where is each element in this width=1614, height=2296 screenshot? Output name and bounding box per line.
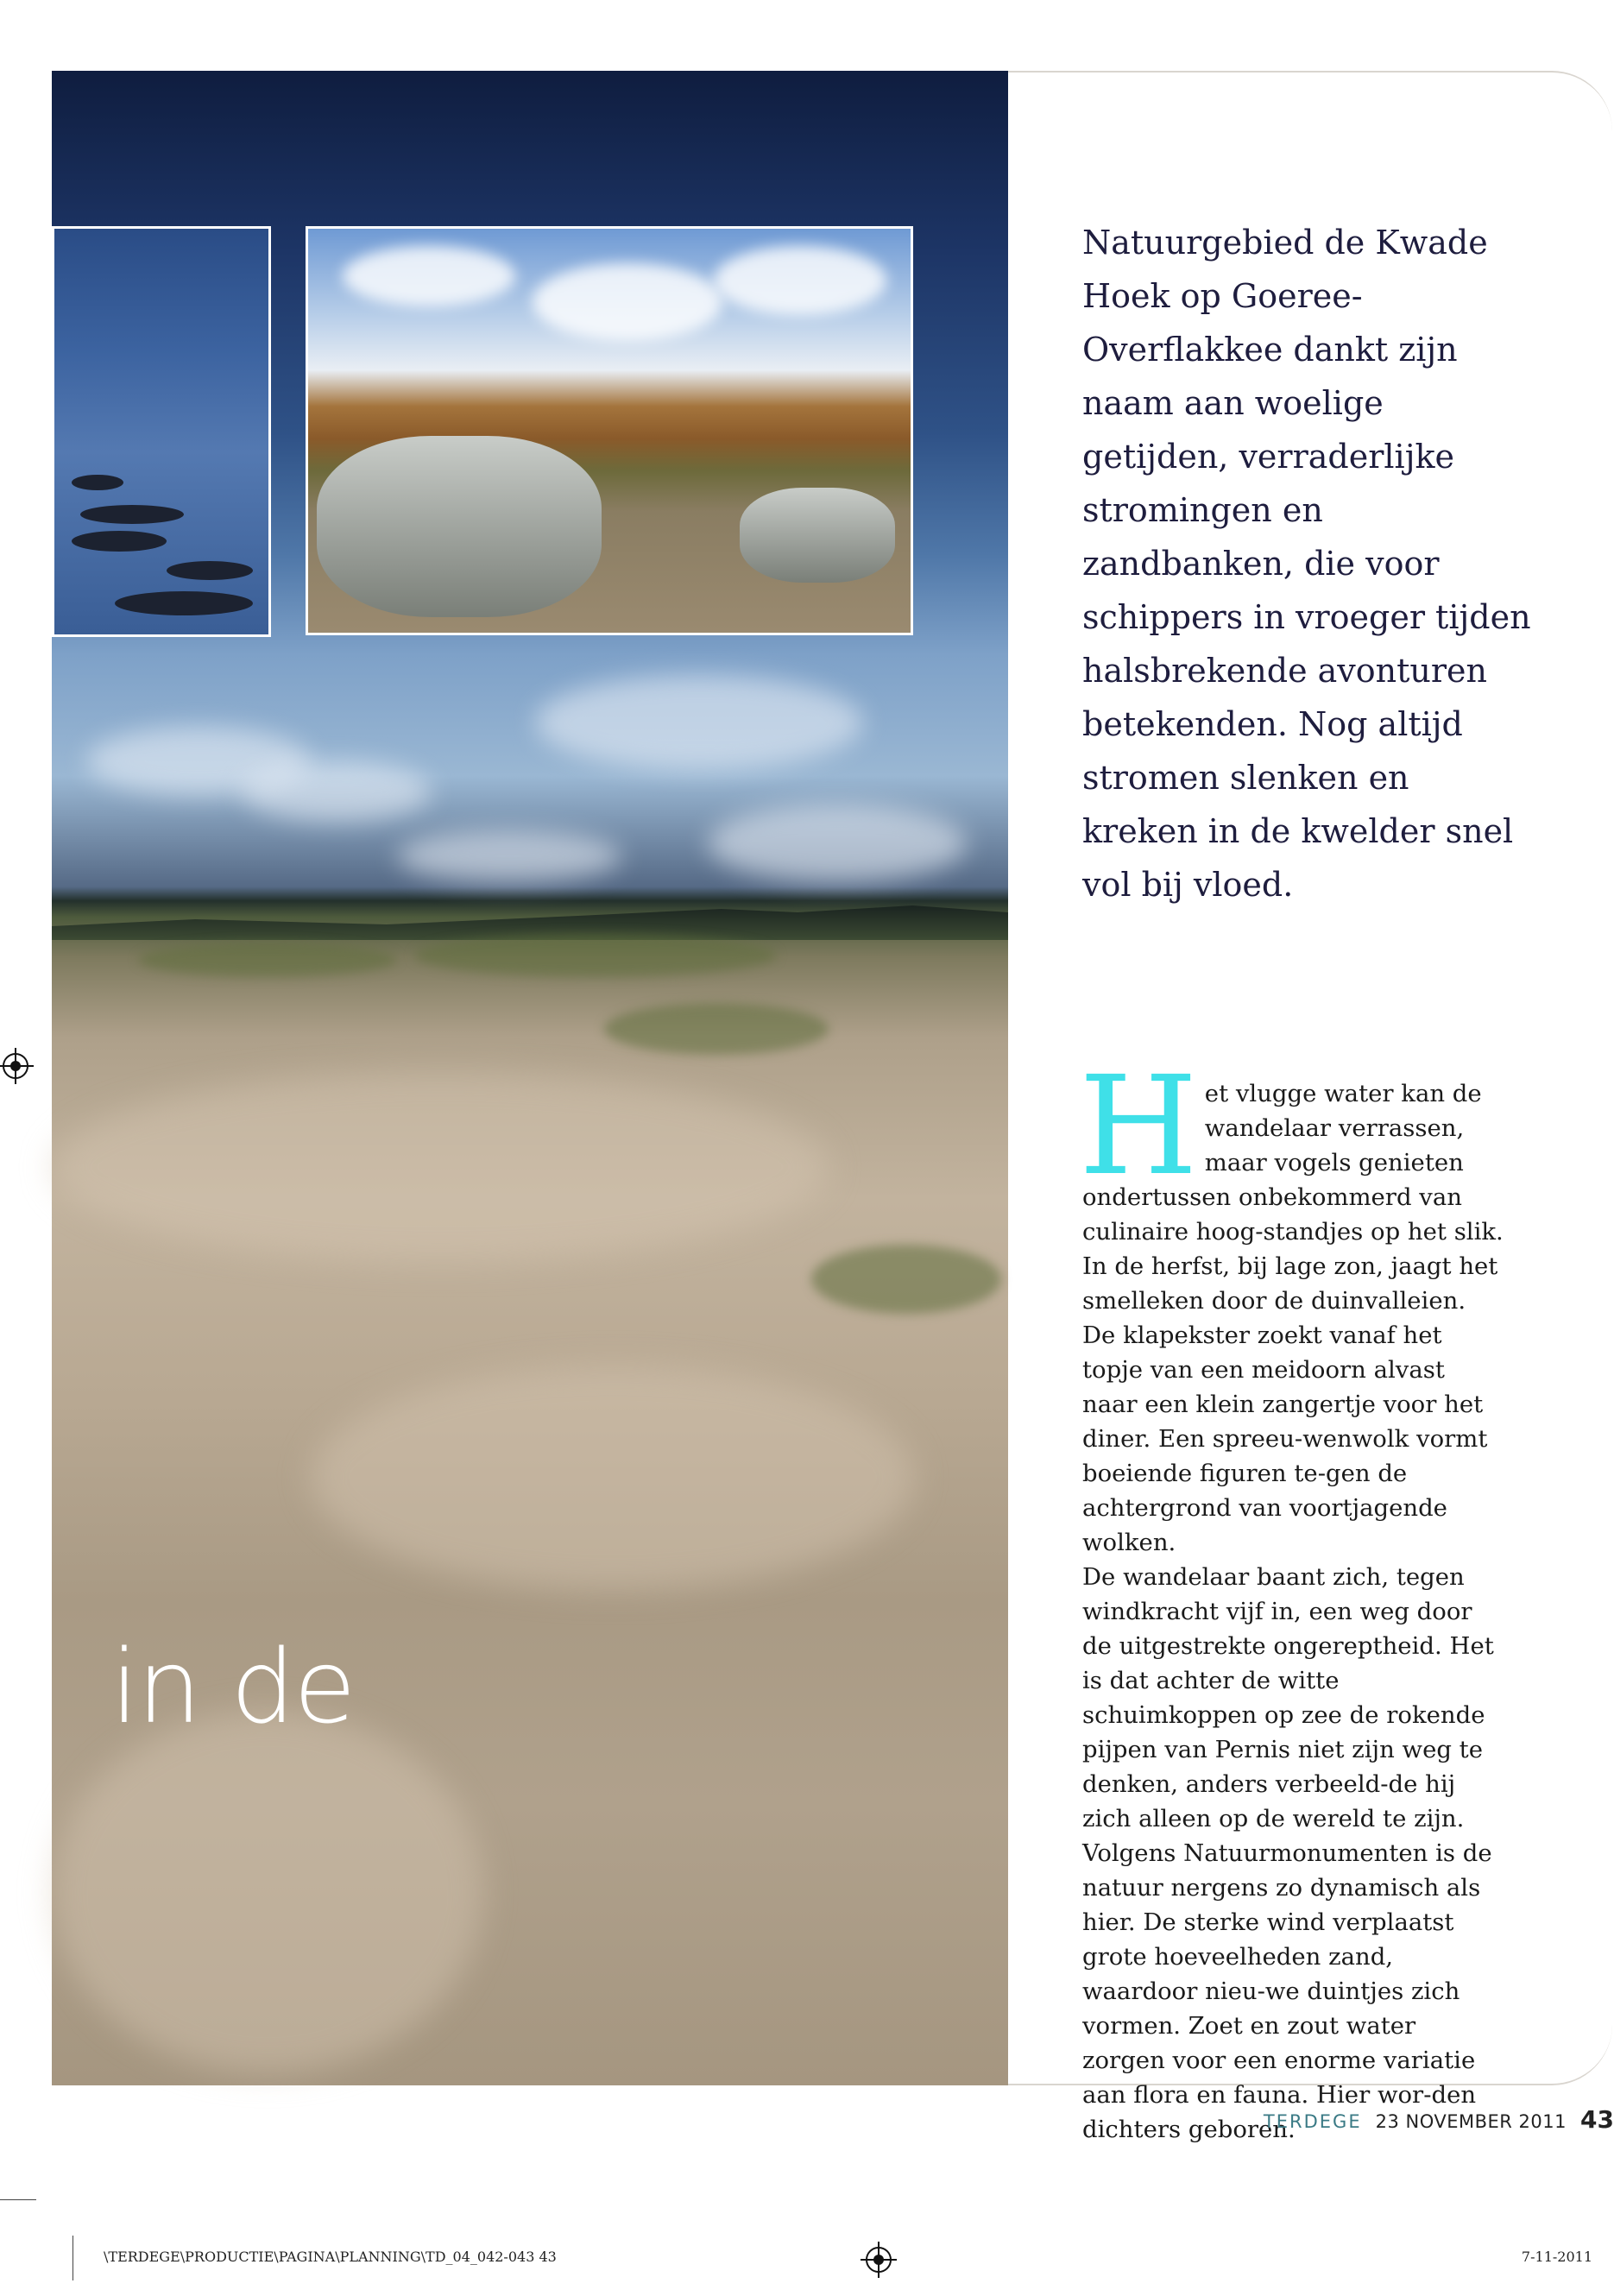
cloud-shape bbox=[242, 761, 432, 822]
printer-slug-date: 7-11-2011 bbox=[1521, 2249, 1592, 2265]
body-paragraph-3: De wandelaar baant zich, tegen windkracht vijf in, een weg door de uitgestrekte ongereptheid. Het is dat achter de witte schuimkoppen op zee de rokende pijpen van Pernis niet zijn weg te denken, anders verbeeld-de hij zich alleen op de wereld te zijn. Volgens Natuurmonumenten is de natuur nergens zo dynamisch als hier. De sterke wind verplaatst grote hoeveelheden zand, waardoor nieu-we duintjes zich vormen. Zoet en zout water zorgen voor een enorme variatie aan flora en fauna. Hier wor-den dichters geboren. bbox=[1082, 1563, 1494, 2143]
stone-shape bbox=[80, 505, 184, 524]
inset-photo-marsh-creek bbox=[306, 226, 913, 635]
grass-patch bbox=[811, 1245, 1001, 1314]
page-footer bbox=[1263, 2105, 1614, 2135]
body-text bbox=[1079, 1047, 1505, 2147]
creek-water bbox=[317, 436, 602, 617]
intro-paragraph: Natuurgebied de Kwade Hoek op Goeree-Overflakkee dankt zijn naam aan woelige getijden, verraderlijke stromingen en zandbanken, die voor schippers in vroeger tijden halsbrekende avonturen betekenden. Nog altijd stromen slenken en kreken in de kwelder snel vol bij vloed. bbox=[1082, 224, 1531, 904]
drop-cap: H bbox=[1079, 1047, 1198, 1206]
sand-highlight bbox=[311, 1366, 915, 1590]
registration-mark-icon bbox=[866, 2247, 892, 2273]
crop-mark bbox=[0, 2199, 36, 2200]
cloud-shape bbox=[535, 675, 863, 770]
stone-shape bbox=[115, 591, 253, 615]
cloud-shape bbox=[708, 804, 967, 882]
grass-patch bbox=[138, 943, 397, 977]
cloud-shape bbox=[343, 246, 515, 306]
grass-patch bbox=[414, 934, 777, 977]
stone-shape bbox=[167, 561, 253, 580]
stone-shape bbox=[72, 475, 123, 490]
grass-patch bbox=[604, 1003, 829, 1055]
creek-water bbox=[740, 488, 895, 583]
magazine-brand: TERDEGE bbox=[1263, 2111, 1362, 2132]
printer-slug-path: \TERDEGE\PRODUCTIE\PAGINA\PLANNING\TD_04_042-043 43 bbox=[104, 2249, 557, 2265]
inset-photo-beach-stones bbox=[52, 226, 271, 637]
page-number: 43 bbox=[1580, 2105, 1614, 2134]
body-paragraph-2: In de herfst, bij lage zon, jaagt het smelleken door de duinvalleien. De klapekster zoekt vanaf het topje van een meidoorn alvast naar een klein zangertje voor het diner. Een spreeu-wenwolk vormt boeiende figuren te-gen de achtergrond van voortjagende wolken. bbox=[1082, 1252, 1498, 1556]
sand-highlight bbox=[52, 1711, 483, 2073]
registration-mark-icon bbox=[3, 1053, 28, 1079]
cloud-shape bbox=[533, 263, 722, 341]
cloud-shape bbox=[397, 830, 621, 882]
sand-highlight bbox=[52, 1072, 829, 1262]
issue-date: 23 NOVEMBER 2011 bbox=[1375, 2111, 1567, 2132]
cloud-shape bbox=[714, 246, 886, 315]
body-paragraph-1: et vlugge water kan de wandelaar verrassen, maar vogels genieten ondertussen onbekommerd van culinaire hoog-standjes op het slik. bbox=[1082, 1080, 1504, 1246]
stone-shape bbox=[72, 531, 167, 552]
overlay-title: in de bbox=[110, 1627, 355, 1746]
